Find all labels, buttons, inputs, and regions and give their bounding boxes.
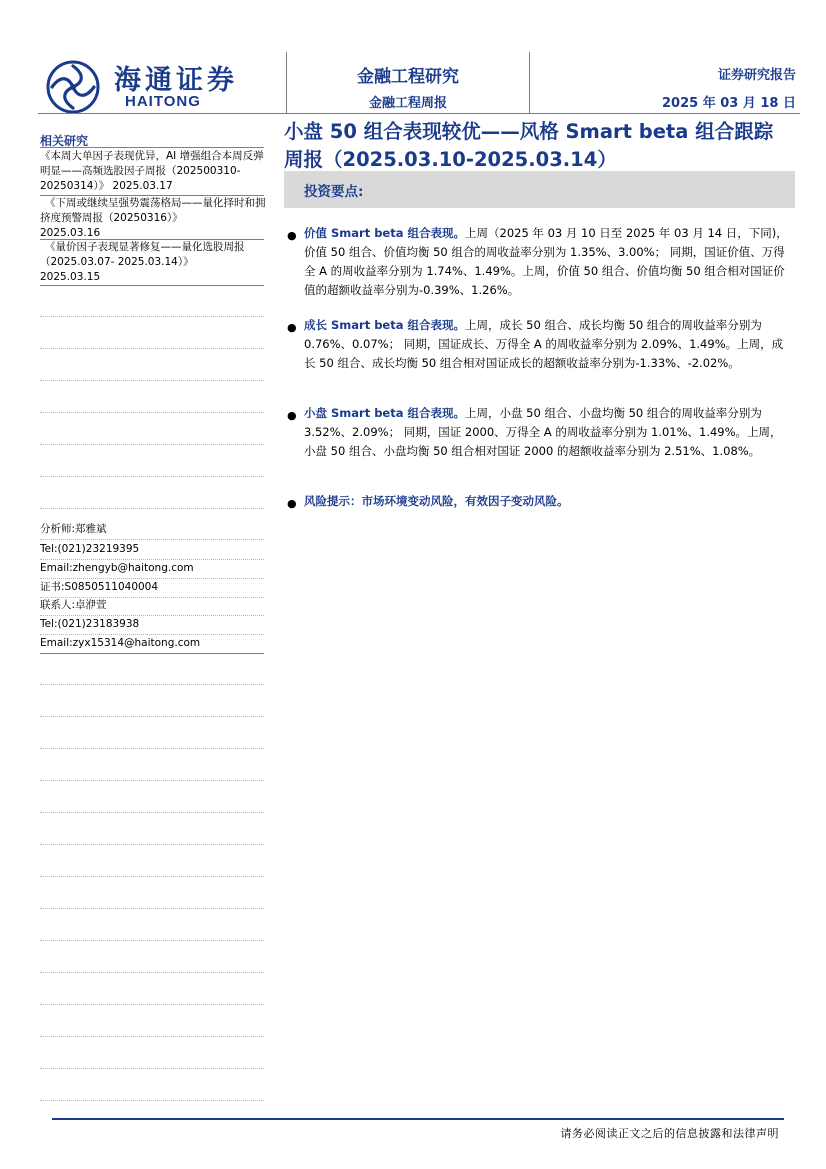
sidebar-dotted-rule xyxy=(40,748,264,749)
related-item-title: 《本周大单因子表现优异，AI 增强组合本周反弹明显——高频选股因子周报（202500310-20250314）》 xyxy=(40,150,264,192)
document-title-line: 小盘 50 组合表现较优——风格 Smart beta 组合跟踪 xyxy=(284,120,774,143)
sidebar-dotted-rule xyxy=(40,348,264,349)
sidebar-dotted-rule xyxy=(40,380,264,381)
summary-point xyxy=(304,316,790,373)
sidebar-dotted-rule xyxy=(40,476,264,477)
sidebar-dotted-rule xyxy=(40,780,264,781)
sidebar-dotted-rule xyxy=(40,1036,264,1037)
sidebar-dotted-rule xyxy=(40,972,264,973)
related-research-heading: 相关研究 xyxy=(40,134,89,148)
analyst-tel: Tel:(021)23219395 xyxy=(40,543,140,555)
header-divider xyxy=(529,52,530,114)
sidebar-dotted-rule xyxy=(40,444,264,445)
sidebar-rule xyxy=(40,653,264,654)
risk-warning xyxy=(304,492,790,511)
header-divider xyxy=(286,52,287,114)
related-item-date: 2025.03.17 xyxy=(112,180,173,192)
sidebar-dotted-rule xyxy=(40,539,264,540)
sidebar-dotted-rule xyxy=(40,908,264,909)
header-rule xyxy=(38,113,800,114)
report-date: 2025 年 03 月 18 日 xyxy=(662,96,796,111)
contact-email[interactable]: Email:zyx15314@haitong.com xyxy=(40,637,201,649)
analyst-name: 分析师:郑雅斌 xyxy=(40,523,107,535)
related-item[interactable] xyxy=(40,196,268,241)
summary-point xyxy=(304,404,790,461)
report-series: 金融工程周报 xyxy=(368,96,447,111)
sidebar-dotted-rule xyxy=(40,412,264,413)
sidebar-dotted-rule xyxy=(40,1068,264,1069)
document-title xyxy=(284,118,804,174)
related-item[interactable] xyxy=(40,240,268,285)
related-item-date: 2025.03.15 xyxy=(40,271,101,283)
sidebar-rule xyxy=(40,285,264,286)
related-item[interactable] xyxy=(40,149,268,194)
report-category: 金融工程研究 xyxy=(357,67,459,87)
brand-name-en: HAITONG xyxy=(125,93,201,110)
sidebar-dotted-rule xyxy=(40,684,264,685)
sidebar-dotted-rule xyxy=(40,316,264,317)
sidebar-dotted-rule xyxy=(40,812,264,813)
summary-point-text: 上周，成长 50 组合、成长均衡 50 组合的周收益率分别为 0.76%、0.07%； 同期，国证成长、万得全 A 的周收益率分别为 2.09%、1.49%。上周，成长 50 组合、成长均衡 50 组合相对国证成长的超额收益率分别为-1.33%、-2.02%。 xyxy=(304,318,784,370)
analyst-certificate: 证书:S0850511040004 xyxy=(40,581,159,593)
haitong-logo-icon xyxy=(46,60,100,114)
related-item-title: 《下周或继续呈强势震荡格局——量化择时和拥挤度预警周报（20250316）》 xyxy=(40,197,266,224)
sidebar-dotted-rule xyxy=(40,578,264,579)
contact-name: 联系人:卓洢萱 xyxy=(40,599,107,611)
sidebar-dotted-rule xyxy=(40,716,264,717)
bullet-icon: ● xyxy=(287,497,297,510)
section-heading: 投资要点: xyxy=(304,184,364,200)
sidebar-dotted-rule xyxy=(40,615,264,616)
summary-point-key: 成长 Smart beta 组合表现。 xyxy=(304,318,465,332)
sidebar-dotted-rule xyxy=(40,940,264,941)
sidebar-dotted-rule xyxy=(40,1100,264,1101)
summary-point-text: 上周，小盘 50 组合、小盘均衡 50 组合的周收益率分别为 3.52%、2.09%； 同期，国证 2000、万得全 A 的周收益率分别为 1.01%、1.49%。上周，小盘 50 组合、小盘均衡 50 组合相对国证 2000 的超额收益率分别为 2.51%、1.08%。 xyxy=(304,406,782,458)
document-title-line: 周报（2025.03.10-2025.03.14） xyxy=(284,148,617,171)
summary-point-key: 价值 Smart beta 组合表现。 xyxy=(304,226,465,240)
sidebar-rule xyxy=(40,147,264,148)
contact-tel: Tel:(021)23183938 xyxy=(40,618,140,630)
sidebar-dotted-rule xyxy=(40,844,264,845)
sidebar-dotted-rule xyxy=(40,559,264,560)
sidebar-dotted-rule xyxy=(40,508,264,509)
brand-name-cn: 海通证券 xyxy=(114,65,238,96)
sidebar-dotted-rule xyxy=(40,634,264,635)
analyst-email[interactable]: Email:zhengyb@haitong.com xyxy=(40,562,194,574)
report-type: 证券研究报告 xyxy=(717,68,796,83)
summary-point-key: 小盘 Smart beta 组合表现。 xyxy=(304,406,465,420)
risk-warning-text: 风险提示：市场环境变动风险，有效因子变动风险。 xyxy=(304,494,569,508)
bullet-icon: ● xyxy=(287,321,297,334)
footer-rule xyxy=(52,1118,784,1120)
summary-point-text: 上周（2025 年 03 月 10 日至 2025 年 03 月 14 日，下同)，价值 50 组合、价值均衡 50 组合的周收益率分别为 1.35%、3.00%； 同期，国证价值、万得全 A 的周收益率分别为 1.74%、1.49%。上周，价值 50 组合、价值均衡 50 组合相对国证价值的超额收益率分别为-0.39%、1.26%。 xyxy=(304,226,788,297)
bullet-icon: ● xyxy=(287,409,297,422)
sidebar-dotted-rule xyxy=(40,876,264,877)
summary-point xyxy=(304,224,790,300)
related-item-title: 《量价因子表现显著修复——量化选股周报（2025.03.07- 2025.03.14）》 xyxy=(40,241,245,268)
footer-disclaimer: 请务必阅读正文之后的信息披露和法律声明 xyxy=(560,1127,779,1140)
related-item-date: 2025.03.16 xyxy=(40,227,101,239)
bullet-icon: ● xyxy=(287,229,297,242)
sidebar-dotted-rule xyxy=(40,1004,264,1005)
